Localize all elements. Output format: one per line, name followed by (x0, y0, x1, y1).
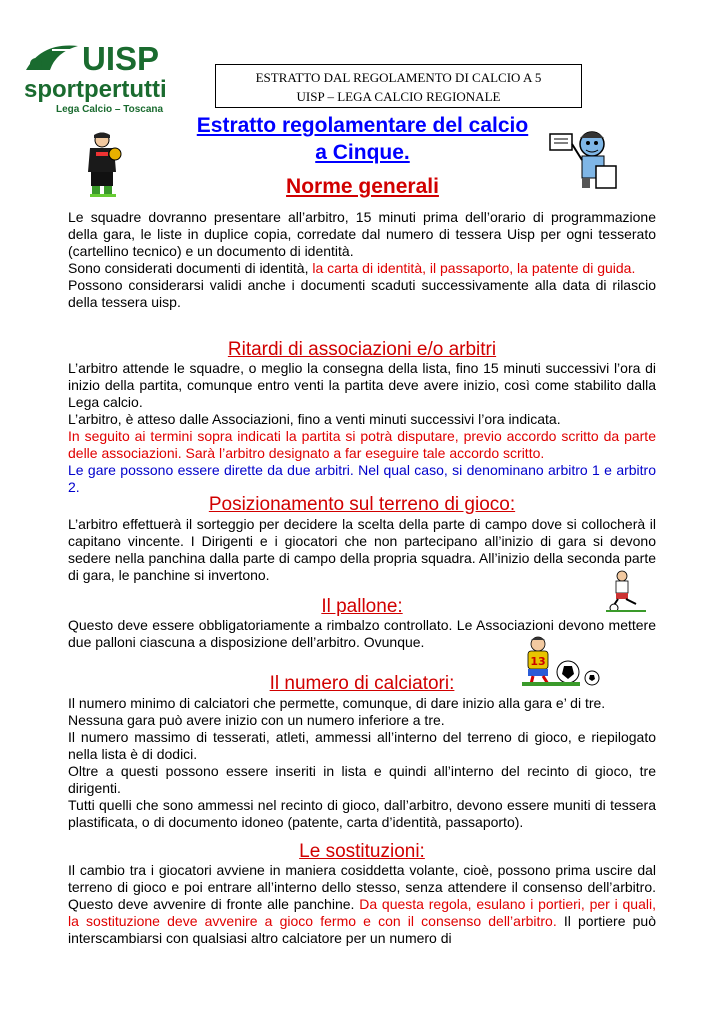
ritardi-paragraph-1: L’arbitro attende le squadre, o meglio la consegna della lista, fino 15 minuti successivi l’ora di inizio della partita, comunque entro venti la partita deve avere inizio, così come stabilito dalla Lega calcio. (68, 360, 656, 410)
document-title-line-2: a Cinque. (315, 141, 410, 164)
numero-paragraph-3: Il numero massimo di tesserati, atleti, ammessi all’interno del terreno di gioco, e riepilogato nella lista è di dodici. (68, 729, 656, 762)
numero-paragraph-2: Nessuna gara può avere inizio con un numero inferiore a tre. (68, 712, 445, 728)
ritardi-paragraph-4: Le gare possono essere dirette da due arbitri. Nel qual caso, si denominano arbitro 1 e arbitro 2. (68, 462, 656, 495)
section-ritardi (68, 360, 656, 496)
section-title-sostituzioni: Le sostituzioni: (299, 841, 425, 862)
numero-paragraph-1: Il numero minimo di calciatori che permette, comunque, di dare inizio alla gara e’ di tre. (68, 695, 606, 711)
sostituzioni-text-2: Il portiere può interscambiarsi con qualsiasi altro calciatore per un numero di (68, 913, 656, 946)
norme-paragraph-2-highlight: la carta di identità, il passaporto, la patente di guida. (312, 260, 636, 276)
norme-paragraph-2 (68, 260, 656, 277)
header-box (215, 64, 582, 108)
section-title-pallone: Il pallone: (321, 596, 403, 617)
section-sostituzioni (68, 862, 656, 947)
posizionamento-paragraph-1: L’arbitro effettuerà il sorteggio per decidere la scelta della parte di campo dove si collocherà il capitano vincente. I Dirigenti e i giocatori che non partecipano all’inizio di gara si devono sedere nella panchina dalla parte di campo della propria squadra. All’inizio della seconda parte di gara, le panchine si invertono. (68, 516, 656, 583)
section-title-ritardi: Ritardi di associazioni e/o arbitri (227, 339, 497, 360)
logo-subtitle: Lega Calcio – Toscana (56, 104, 164, 115)
ritardi-paragraph-2: L’arbitro, è atteso dalle Associazioni, fino a venti minuti successivi l’ora indicata. (68, 411, 561, 427)
numero-paragraph-5: Tutti quelli che sono ammessi nel recinto di gioco, dall’arbitro, devono essere muniti di tessera plastificata, o di documento idoneo (patente, carta d’identità, passaporto). (68, 797, 656, 830)
section-posizionamento (68, 516, 656, 584)
sostituzioni-paragraph-1 (68, 862, 656, 947)
numero-paragraph-4: Oltre a questi possono essere inseriti in lista e quindi all’interno del recinto di gioco, tre dirigenti. (68, 763, 656, 796)
header-line-1: ESTRATTO DAL REGOLAMENTO DI CALCIO A 5 (255, 70, 542, 85)
pallone-paragraph-1: Questo deve essere obbligatoriamente a rimbalzo controllato. Le Associazioni devono mettere due palloni ciascuna a disposizione dell’arbitro. Ovunque. (68, 617, 656, 650)
sostituzioni-highlight: Da questa regola, esulano i portieri, per i quali, la sostituzione deve avvenire a gioco fermo e con il consenso dell’arbitro. (68, 896, 656, 929)
computer-man-clipart-icon (548, 128, 618, 190)
section-title-numero-calciatori: Il numero di calciatori: (269, 673, 455, 694)
sostituzioni-text-1: Il cambio tra i giocatori avviene in maniera cosiddetta volante, cioè, possono prima uscire dal terreno di gioco e poi entrare all’interno dello stesso, senza attendere il consenso dell’arbitro. Questo deve avvenire di fronte alle panchine. (68, 862, 656, 912)
norme-paragraph-3: Possono considerarsi validi anche i documenti scaduti successivamente alla data di rilascio della tessera uisp. (68, 277, 656, 310)
section-title-posizionamento: Posizionamento sul terreno di gioco: (208, 494, 516, 515)
section-norme-generali (68, 209, 656, 311)
jersey-number: 13 (530, 655, 546, 668)
section-title-norme-generali: Norme generali (286, 175, 439, 198)
referee-clipart-icon (84, 130, 124, 198)
header-line-2: UISP – LEGA CALCIO REGIONALE (296, 89, 501, 104)
norme-paragraph-1: Le squadre dovranno presentare all’arbitro, 15 minuti prima dell’orario di programmazione della gara, le liste in duplice copia, corredate dal numero di tessera Uisp per ogni tesserato (cartellino tecnico) e un documento di identità. (68, 209, 656, 259)
section-numero-calciatori (68, 695, 656, 831)
uisp-logo (22, 40, 184, 118)
uisp-emblem-icon (22, 40, 82, 76)
logo-tagline: sportpertutti (24, 76, 167, 103)
norme-paragraph-2-text: Sono considerati documenti di identità, (68, 260, 313, 276)
document-title-line-1: Estratto regolamentare del calcio (196, 114, 529, 137)
document-title (170, 112, 555, 166)
ritardi-paragraph-3: In seguito ai termini sopra indicati la partita si potrà disputare, previo accordo scritto da parte delle associazioni. Sarà l’arbitro designato a far eseguire tale accordo scritto. (68, 428, 656, 461)
logo-brand: UISP (82, 40, 160, 77)
